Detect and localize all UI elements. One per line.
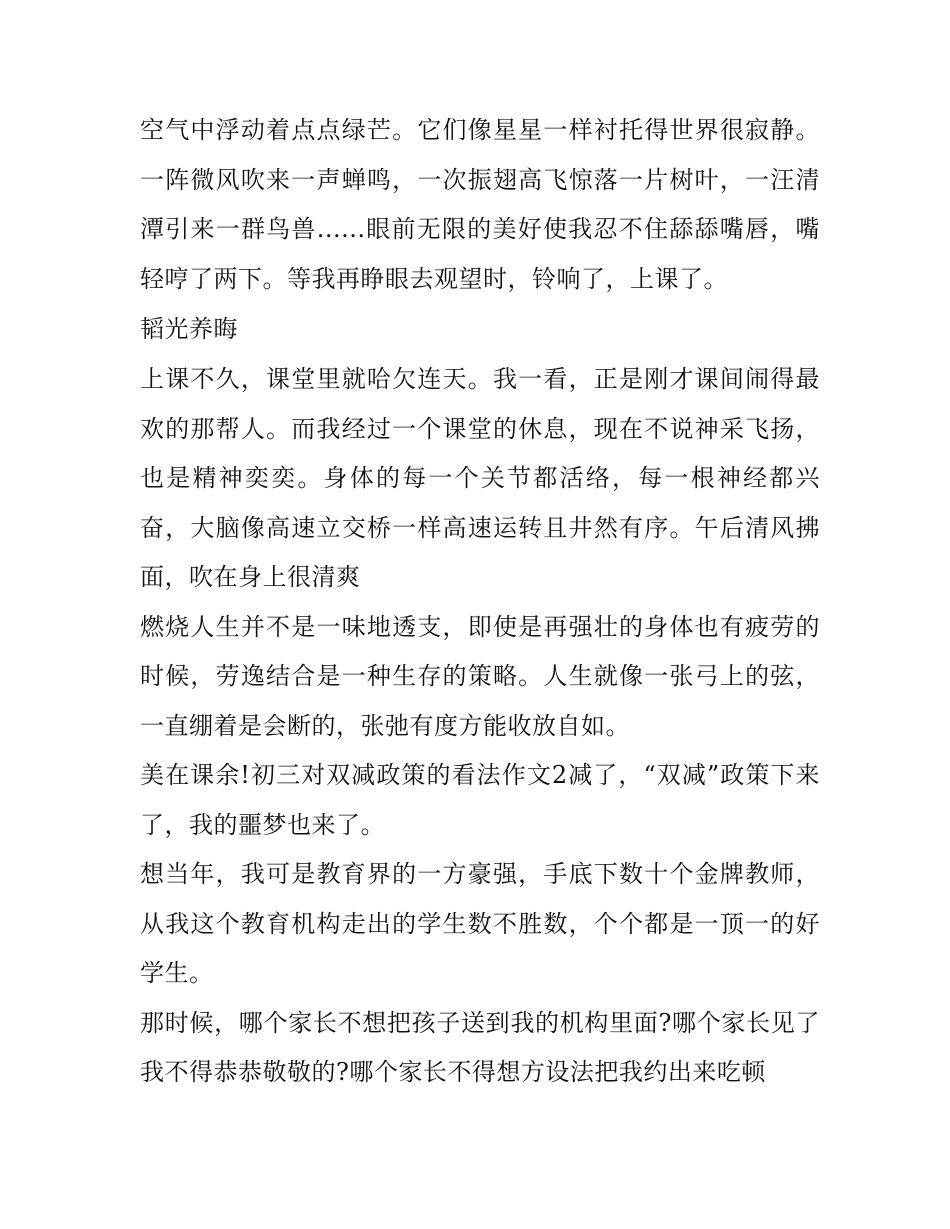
section-heading: 韬光养晦 [140, 315, 238, 343]
paragraph: 那时候，哪个家长不想把孩子送到我的机构里面?哪个家长见了我不得恭恭敬敬的?哪个家长不得想方设法把我约出来吃顿 [140, 1008, 820, 1086]
paragraph: 想当年，我可是教育界的一方豪强，手底下数十个金牌教师，从我这个教育机构走出的学生数不胜数，个个都是一顶一的好学生。 [140, 860, 820, 987]
paragraph: 燃烧人生并不是一味地透支，即使是再强壮的身体也有疲劳的时候，劳逸结合是一种生存的策略。人生就像一张弓上的弦，一直绷着是会断的，张弛有度方能收放自如。 [140, 612, 820, 740]
document-body [140, 106, 820, 1098]
paragraph: 空气中浮动着点点绿芒。它们像星星一样衬托得世界很寂静。一阵微风吹来一声蝉鸣，一次振翅高飞惊落一片树叶，一汪清潭引来一群鸟兽......眼前无限的美好使我忍不住舔舔嘴唇，嘴轻哼了两下。等我再睁眼去观望时，铃响了，上课了。 [140, 116, 820, 293]
paragraph: 上课不久，课堂里就哈欠连天。我一看，正是刚才课间闹得最欢的那帮人。而我经过一个课堂的休息，现在不说神采飞扬，也是精神奕奕。身体的每一个关节都活络，每一根神经都兴奋，大脑像高速立交桥一样高速运转且井然有序。午后清风拂面，吹在身上很清爽 [140, 365, 820, 591]
paragraph: 美在课余!初三对双减政策的看法作文2减了，“双减”政策下来了，我的噩梦也来了。 [140, 761, 820, 839]
